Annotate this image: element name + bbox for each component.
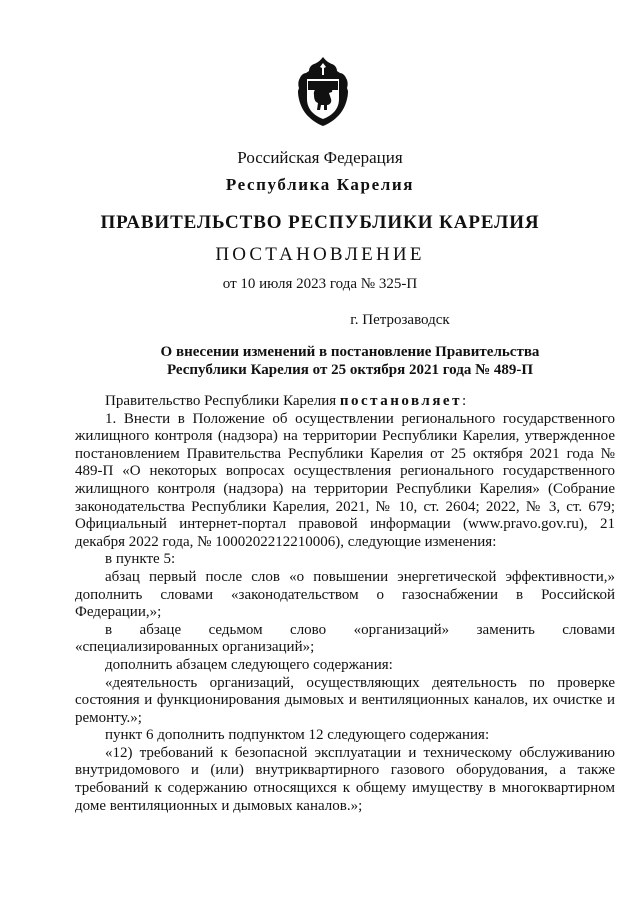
document-body: [75, 393, 615, 815]
paragraph-5: дополнить абзацем следующего содержания:: [105, 656, 393, 673]
title-line-1: О внесении изменений в постановление Правительства: [160, 344, 540, 360]
paragraph-7: пункт 6 дополнить подпунктом 12 следующего содержания:: [105, 727, 490, 744]
document-title: [0, 343, 640, 379]
government-name: ПРАВИТЕЛЬСТВО РЕСПУБЛИКИ КАРЕЛИЯ: [100, 212, 540, 233]
paragraph-6: «деятельность организаций, осуществляющих деятельность по проверке состояния и функционирования дымовых и вентиляционных каналов, их очистке и ремонту.»;: [75, 674, 615, 726]
country-name: Российская Федерация: [237, 148, 403, 167]
intro-suffix: :: [461, 393, 467, 409]
paragraph-3: абзац первый после слов «о повышении энергетической эффективности,» дополнить словами «законодательством о газоснабжении в Российской Федерации,»;: [75, 568, 615, 621]
republic-name: Республика Карелия: [225, 175, 415, 194]
paragraph-1: 1. Внести в Положение об осуществлении регионального государственного жилищного контроля (надзора) на территории Республики Карелия, утвержденное постановлением Правительства Республики Карелия от 25 октября 2021 года № 489-П «О некоторых вопросах осуществления регионального государственного жилищного контроля (надзора) на территории Республики Карелия» (Собрание законодательства Республики Карелия, 2021, № 10, ст. 2604; 2022, № 3, ст. 679; Официальный интернет-портал правовой информации (www.pravo.gov.ru), 21 декабря 2022 года, № 1000202212210006), следующие изменения:: [75, 410, 615, 550]
paragraph-8: «12) требований к безопасной эксплуатации и техническому обслуживанию внутридомового и (или) внутриквартирного газового оборудования, а также требований к содержанию относящихся к общему имуществу в многоквартирном доме вентиляционных и дымовых каналов.»;: [75, 744, 615, 814]
title-line-2: Республики Карелия от 25 октября 2021 года № 489-П: [166, 362, 534, 378]
document-type: ПОСТАНОВЛЕНИЕ: [215, 244, 425, 265]
paragraph-2: в пункте 5:: [105, 551, 176, 568]
intro-prefix: Правительство Республики Карелия: [105, 393, 340, 409]
document-date: от 10 июля 2023 года № 325-П: [222, 276, 418, 292]
intro-paragraph: [75, 393, 615, 411]
coat-of-arms-karelia-icon: [296, 55, 350, 127]
paragraph-4: в абзаце седьмом слово «организаций» заменить словами «специализированных организаций»;: [75, 621, 615, 656]
city-name: г. Петрозаводск: [350, 312, 450, 328]
intro-verb: постановляет: [339, 393, 462, 409]
